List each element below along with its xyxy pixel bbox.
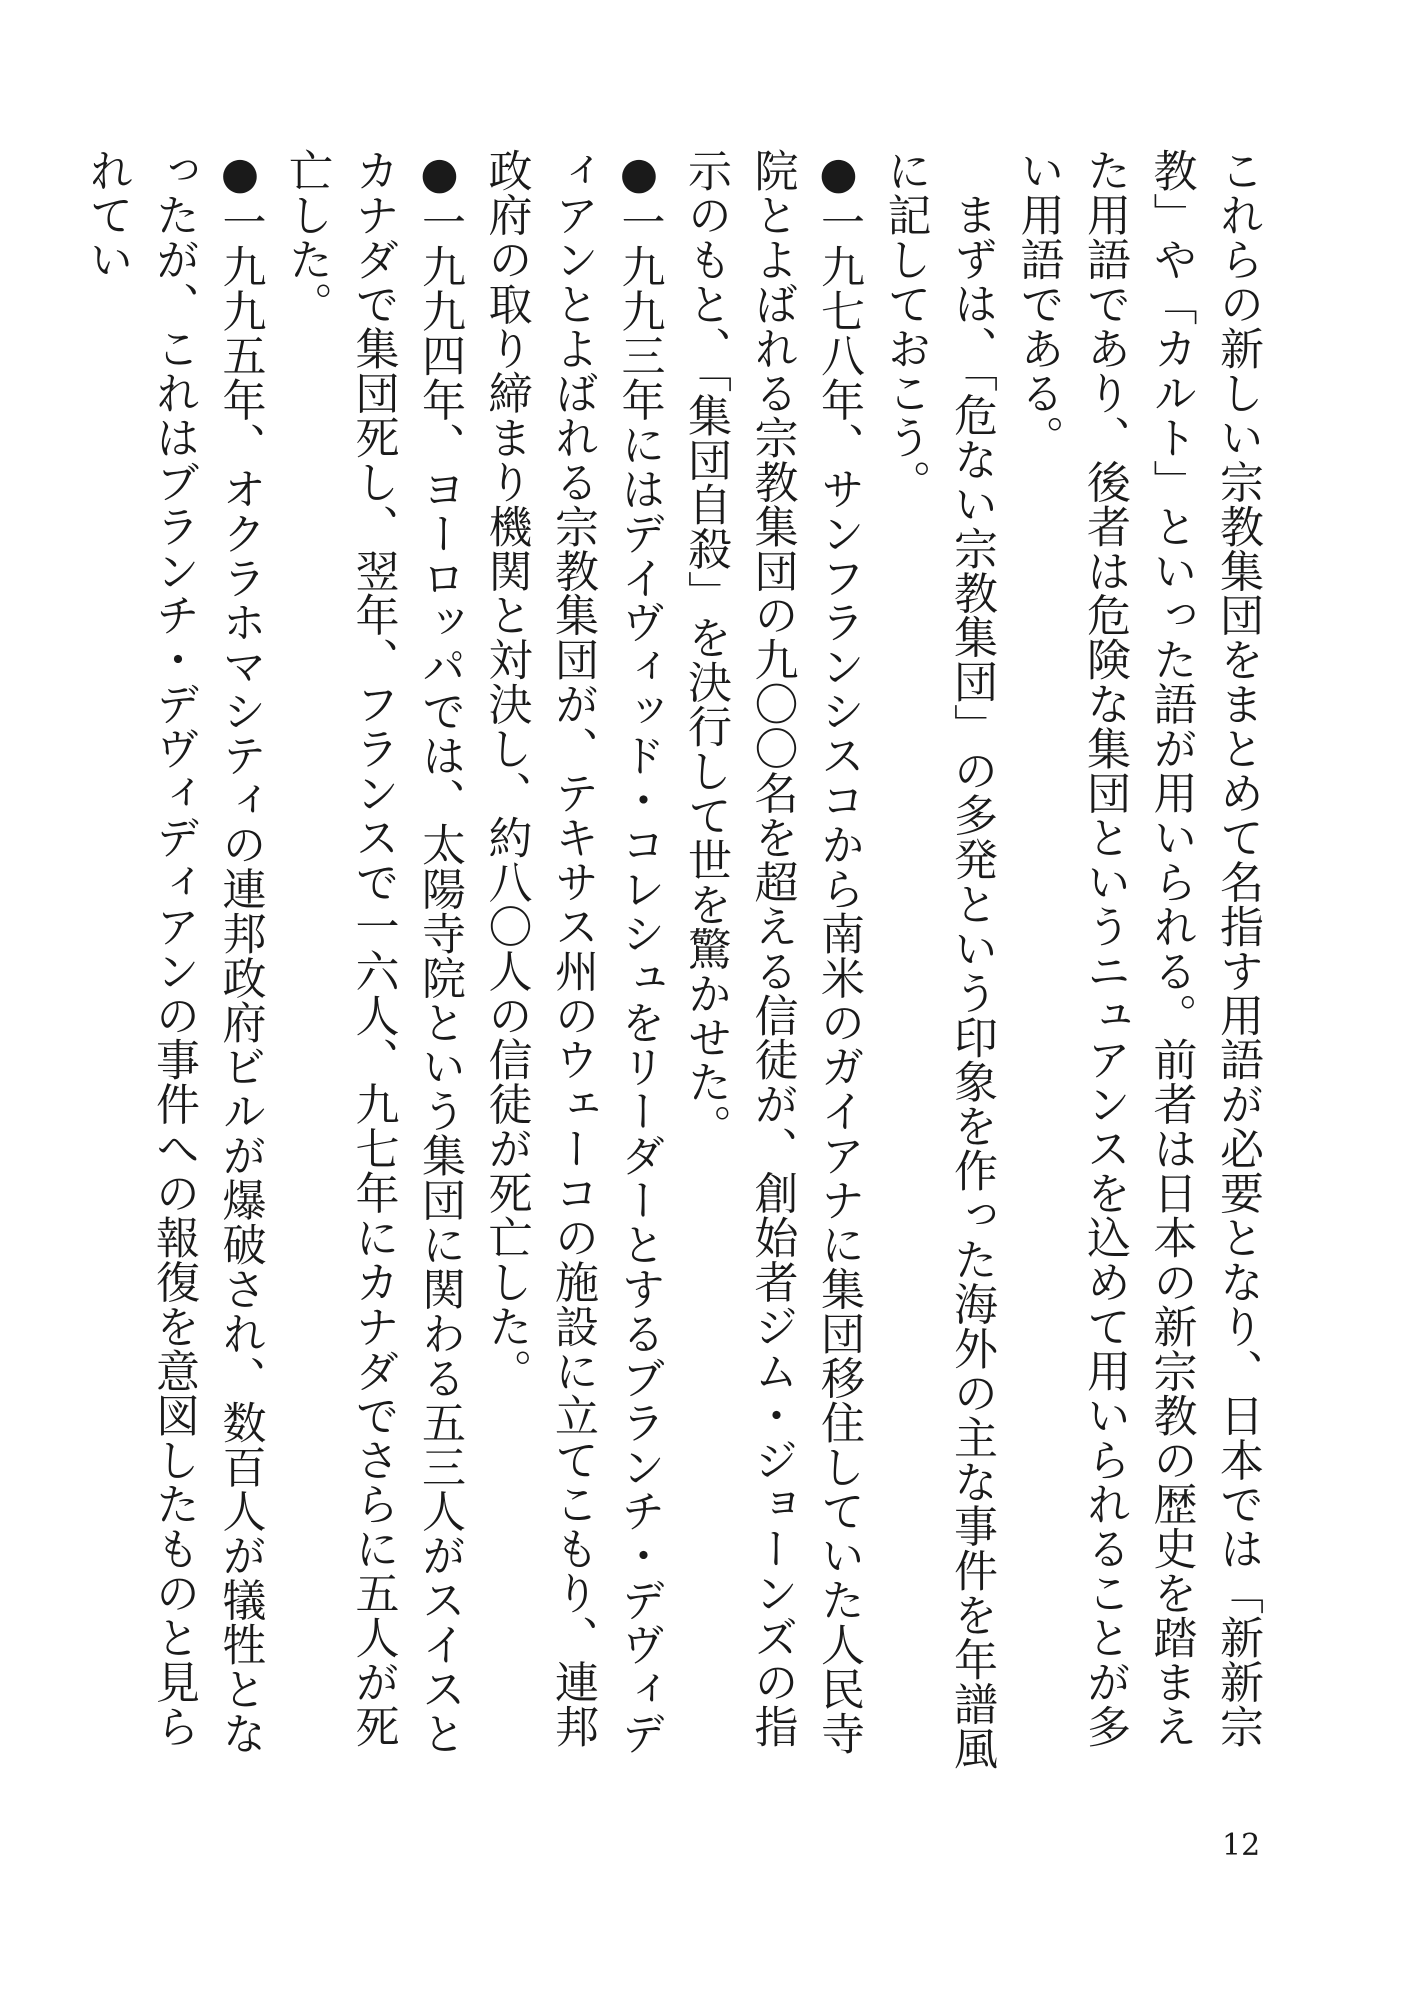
- paragraph-intro: これらの新しい宗教集団をまとめて名指す用語が必要となり、日本では「新新宗教」や「カルト」といった語が用いられる。前者は日本の新宗教の歴史を踏まえた用語であり、後者は危険な集団というニュアンスを込めて用いられることが多い用語である。: [1012, 148, 1263, 1749]
- bullet-item: ●一九七八年、サンフランシスコから南米のガイアナに集団移住していた人民寺院とよばれる宗教集団の九〇〇名を超える信徒が、創始者ジム・ジョーンズの指示のもと、「集団自殺」を決行して世を驚かせた。: [680, 148, 864, 1756]
- bullet-item: ●一九九五年、オクラホマシティの連邦政府ビルが爆破され、数百人が犠牲となったが、これはブランチ・デヴィディアンの事件への報復を意図したものと見られてい: [81, 148, 266, 1756]
- vertical-text-body: [81, 148, 1270, 1788]
- paragraph-chronology-lead: まずは、「危ない宗教集団」の多発という印象を作った海外の主な事件を年譜風に記しておこう。: [879, 148, 997, 1771]
- page-number: 12: [1222, 1828, 1261, 1863]
- bullet-item: ●一九九三年にはデイヴィッド・コレシュをリーダーとするブランチ・デヴィディアンとよばれる宗教集団が、テキサス州のウェーコの施設に立てこもり、連邦政府の取り締まり機関と対決し、約八〇人の信徒が死亡した。: [480, 148, 665, 1756]
- bullet-item: ●一九九四年、ヨーロッパでは、太陽寺院という集団に関わる五三人がスイスとカナダで集団死し、翌年、フランスで一六人、九七年にカナダでさらに五人が死亡した。: [281, 148, 465, 1756]
